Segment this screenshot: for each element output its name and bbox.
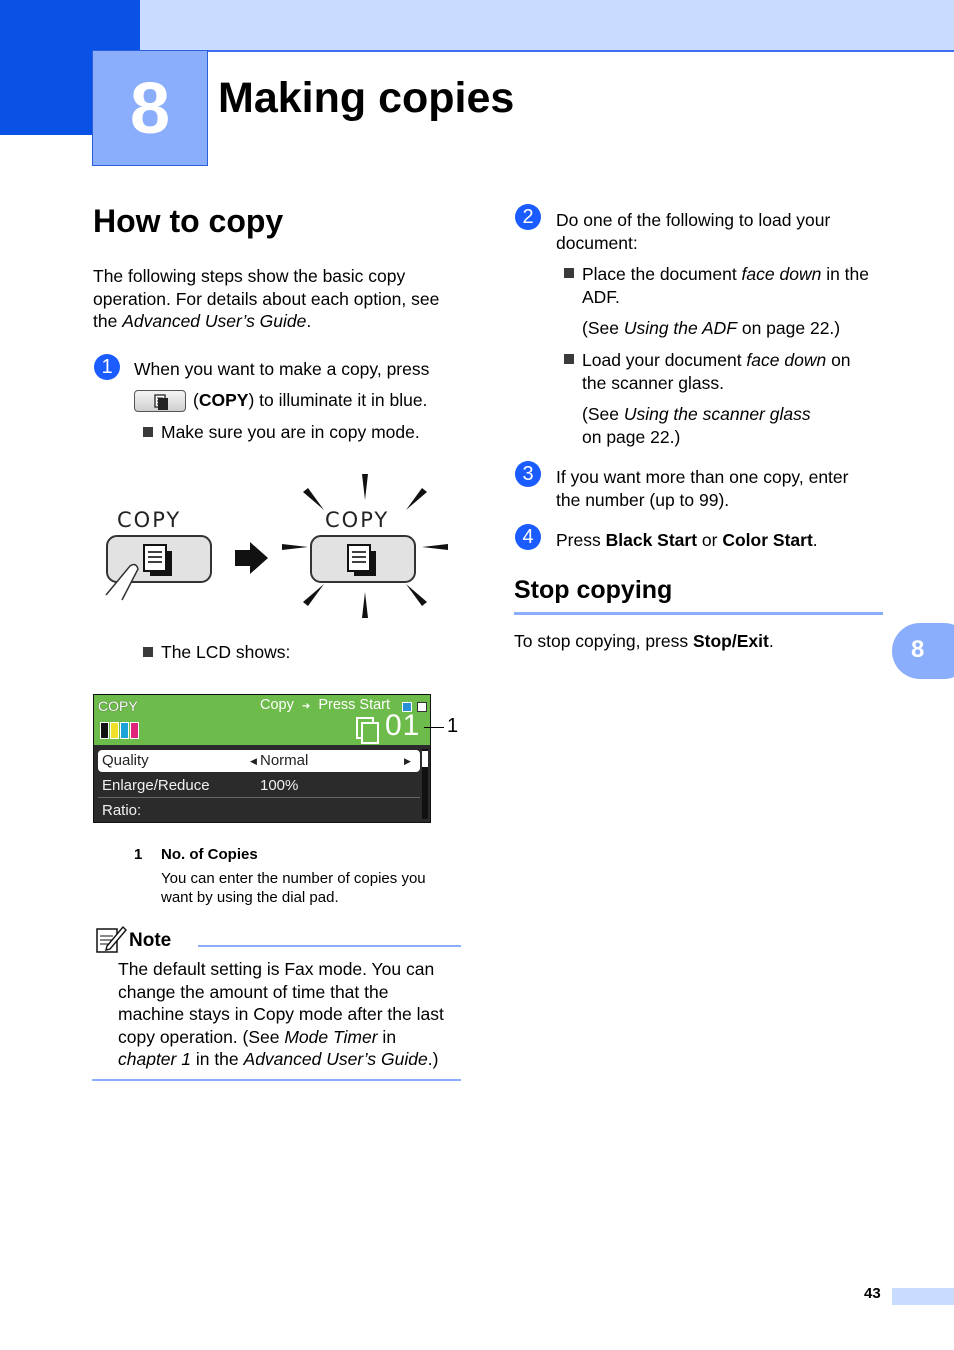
header-band [0, 0, 954, 52]
lcd-bullet-text: The LCD shows: [161, 642, 291, 662]
intro-paragraph: The following steps show the basic copy operation. For details about each option, see the Advanced User’s Guide. [93, 266, 440, 331]
page-number: 43 [864, 1285, 881, 1302]
step-3-text: If you want more than one copy, enter the number (up to 99). [556, 467, 849, 510]
lcd-mode-label: COPY [98, 698, 138, 714]
step-4-marker: 4 [515, 524, 541, 550]
note-title: Note [129, 930, 172, 951]
chapter-number-box [92, 50, 208, 166]
copy-button-illustration [100, 470, 460, 620]
step-2-bullet-1: Place the document face down in the ADF. [582, 264, 870, 307]
section-heading-how-to-copy: How to copy [93, 203, 284, 239]
step-2-text: Do one of the following to load your document: [556, 210, 831, 253]
chapter-title: Making copies [218, 74, 515, 122]
lcd-row-quality: Quality ◀ Normal ▶ [98, 750, 420, 772]
step-2-see-glass: (See Using the scanner glass on page 22.) [582, 404, 811, 447]
arrow-right-icon: ▶ [404, 756, 411, 766]
section-heading-stop-copying: Stop copying [514, 576, 673, 604]
lcd-status-bar [94, 695, 430, 745]
arrow-left-icon: ◀ [250, 756, 257, 766]
note-body: The default setting is Fax mode. You can change the amount of time that the machine stays in Copy mode after the last copy operation. (See Mode Timer in chapter 1 in the Advanced User’s Guide.) [118, 959, 444, 1069]
copy-label-left: COPY [117, 508, 182, 532]
step-1-bullet: Make sure you are in copy mode. [161, 422, 420, 442]
footer-tab [892, 1288, 954, 1305]
bullet [143, 647, 153, 657]
bullet [564, 354, 574, 364]
lcd-screen [93, 694, 431, 823]
step-1-marker: 1 [94, 354, 120, 380]
step-2-marker: 2 [515, 204, 541, 230]
copy-key-icon [134, 390, 186, 412]
stop-copying-text: To stop copying, press Stop/Exit. [514, 631, 774, 651]
lcd-row-ratio: Ratio: [102, 802, 142, 819]
callout-item-title: No. of Copies [161, 846, 258, 863]
callout-line [424, 727, 444, 728]
callout-item-number: 1 [134, 846, 143, 863]
arrow-right-icon: ➔ [301, 701, 311, 712]
callout-number: 1 [447, 715, 459, 737]
note-bottom-rule [92, 1079, 461, 1081]
lcd-hint: Copy ➔ Press Start [260, 697, 391, 713]
lcd-scrollbar [422, 749, 428, 819]
bullet [143, 427, 153, 437]
note-icon [95, 924, 127, 954]
bullet [564, 268, 574, 278]
chapter-number: 8 [129, 69, 171, 149]
step-2-bullet-2: Load your document face down on the scanner glass. [582, 350, 851, 393]
side-chapter-tab: 8 [892, 623, 954, 679]
note-top-rule [198, 945, 461, 947]
ink-level-icon [100, 722, 138, 738]
step-1-line2: (COPY) to illuminate it in blue. [193, 390, 428, 410]
copies-document-icon [356, 717, 376, 741]
lcd-row-enlarge: Enlarge/Reduce 100% [98, 775, 420, 798]
step-4-text: Press Black Start or Color Start. [556, 530, 818, 550]
step-2-see-adf: (See Using the ADF on page 22.) [582, 318, 841, 338]
copy-label-right: COPY [325, 508, 390, 532]
stop-heading-rule [514, 612, 883, 615]
lcd-copies-count: 01 [385, 709, 421, 742]
step-1-line1: When you want to make a copy, press [134, 359, 430, 379]
step-3-marker: 3 [515, 461, 541, 487]
callout-item-desc: You can enter the number of copies you want by using the dial pad. [161, 870, 426, 906]
